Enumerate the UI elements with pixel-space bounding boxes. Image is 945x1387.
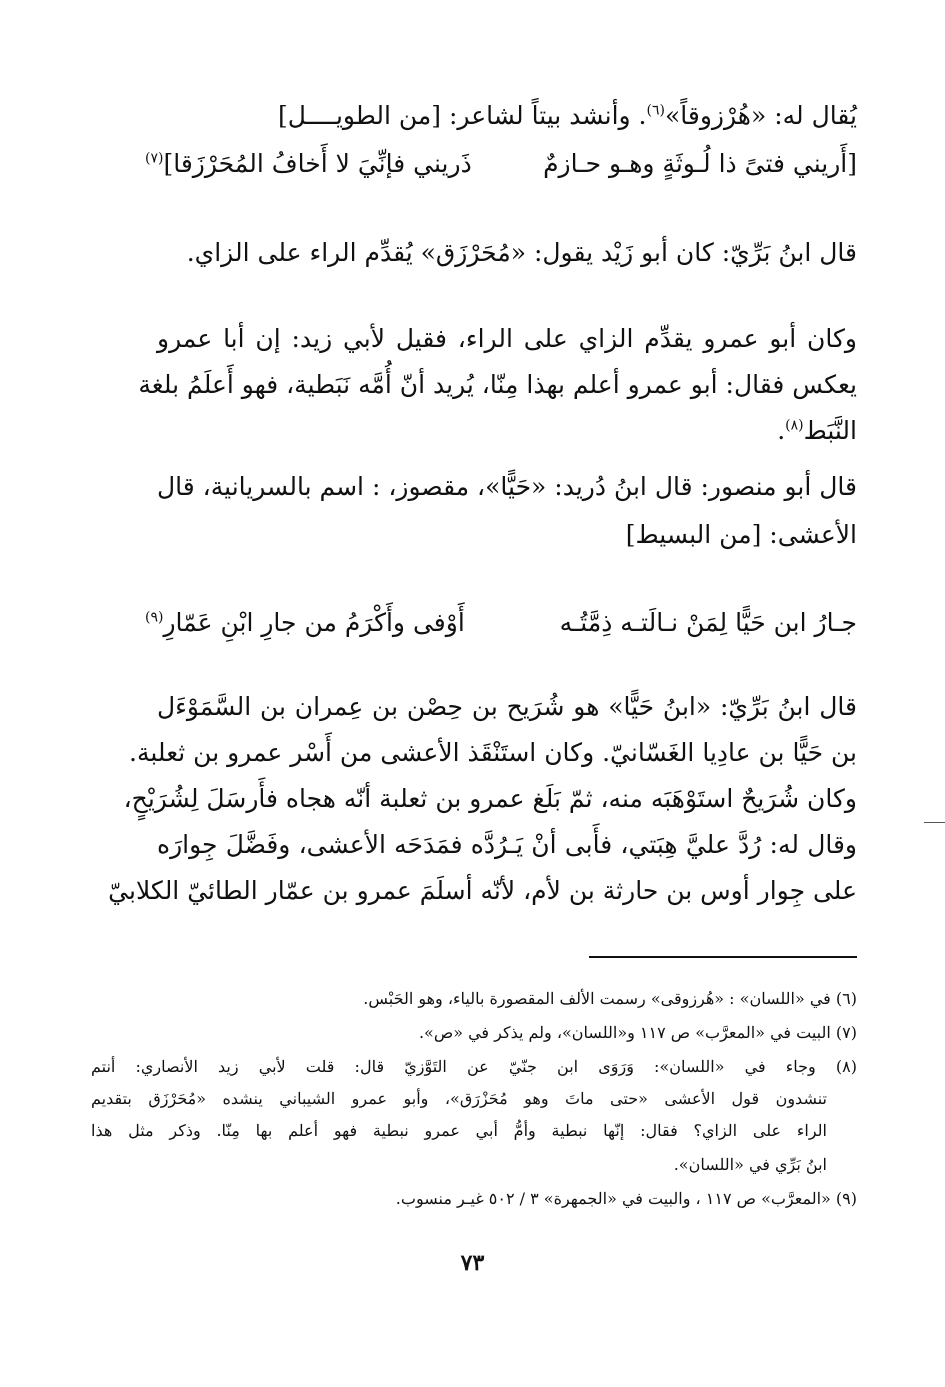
intro-line bbox=[157, 99, 857, 133]
verse-2-second-hemistich-wrap bbox=[145, 603, 465, 643]
paragraph-2-line-1: وكان أبو عمرو يقدِّم الزاي على الراء، فقيل لأبي زيد: إن أبا عمرو bbox=[157, 324, 857, 353]
intro-text-rest: . وأنشد بيتاً لشاعر: [من الطويــــل] bbox=[277, 101, 647, 130]
footnote-9: (٩) «المعرَّب» ص ١١٧ ، والبيت في «الجمهرة» ٣ / ٥٠٢ غيـر منسوب. bbox=[395, 1189, 857, 1208]
footnote-ref-9[interactable]: (٩) bbox=[145, 609, 164, 626]
paragraph-2-line-2: يعكس فقال: أبو عمرو أعلم بهذا مِنّا، يُريد أنّ أُمَّه نَبَطية، فهو أَعلَمُ بلغة bbox=[138, 370, 857, 399]
paragraph-4-line-1: قال ابنُ بَرِّيّ: «ابنُ حَيًّا» هو شُرَيح بن حِصْن بن عِمران بن السَّمَوْءَل bbox=[157, 692, 857, 721]
verse-1-second-hemistich-wrap bbox=[145, 144, 472, 184]
verse-2-first-hemistich: جـارُ ابن حَيًّا لِمَنْ نـالَتـه ذِمَّتُـه bbox=[559, 608, 857, 637]
footnote-7: (٧) البيت في «المعرَّب» ص ١١٧ و«اللسان»، ولم يذكر في «ص». bbox=[418, 1023, 857, 1042]
verse-1 bbox=[145, 144, 857, 184]
paragraph-1: قال ابنُ بَرِّيّ: كان أبو زَيْد يقول: «مُحَرْزَق» يُقدِّم الراء على الزاي. bbox=[186, 238, 857, 267]
footnote-8-line-4: ابنُ بَرِّي في «اللسان». bbox=[673, 1155, 827, 1174]
paragraph-3-line-2: الأعشى: [من البسيط] bbox=[625, 520, 857, 549]
verse-2 bbox=[145, 603, 857, 643]
paragraph-4-line-3: وكان شُرَيحٌ استَوْهَبَه منه، ثمّ بَلَغ عمرو بن ثعلبة أنّه هجاه فأَرسَلَ لِشُرَيْحٍ، bbox=[123, 784, 857, 813]
footnote-ref-8[interactable]: (٨) bbox=[785, 417, 804, 434]
margin-mark bbox=[924, 822, 945, 823]
paragraph-2-end: . bbox=[777, 416, 786, 445]
verse-1-first-hemistich: [أَريني فتىً ذا لُـوثَةٍ وهـو حـازمٌ bbox=[543, 149, 857, 178]
footnote-8-line-1: (٨) وجاء في «اللسان»: وَرَوَى ابن جنّيّ عن التَوَّزيّ قال: قلت لأبي زيد الأنصاري: أنتم bbox=[91, 1057, 857, 1076]
paragraph-4-line-4: وقال له: رُدَّ عليَّ هِبَتي، فأَبى أنْ يَـرُدَّه فمَدَحَه الأعشى، وفَضَّلَ جِوارَه bbox=[157, 830, 857, 859]
paragraph-2-line-3 bbox=[157, 414, 857, 448]
verse-1-second-hemistich: ذَريني فإنِّيَ لا أَخافُ المُحَرْزَقا] bbox=[163, 149, 472, 178]
paragraph-4-line-2: بن حَيًّا بن عادِيا الغَسّانيّ. وكان استَنْقَذ الأعشى من أَسْر عمرو بن ثعلبة. bbox=[129, 738, 857, 767]
footnote-separator bbox=[589, 956, 857, 958]
paragraph-2-last-word: النَّبَط bbox=[803, 416, 857, 445]
footnote-6: (٦) في «اللسان» : «هُرزوقى» رسمت الألف المقصورة بالياء، وهو الحَبْس. bbox=[363, 989, 857, 1008]
footnote-ref-6[interactable]: (٦) bbox=[646, 102, 665, 119]
intro-text: يُقال له: «هُرْزوقاً» bbox=[664, 101, 857, 130]
footnote-8-line-3: الراء على الزاي؟ فقال: إنّها نبطية وأمُّ أبي عمرو نبطية فهو أعلم بها مِنّا. وذكر مثل هذا bbox=[91, 1121, 827, 1140]
footnote-8-line-2: تنشدون قول الأعشى «حتى ماتَ وهو مُحَزْرَق»، وأبو عمرو الشيباني ينشده «مُحَرْزَق بتقديم bbox=[91, 1089, 827, 1108]
paragraph-3-line-1: قال أبو منصور: قال ابنُ دُريد: «حَيًّا»، مقصوز، : اسم بالسريانية، قال bbox=[157, 472, 857, 501]
paragraph-4-line-5: على جِوار أوس بن حارثة بن لأم، لأنّه أسلَمَ عمرو بن عمّار الطائيّ الكلابيّ bbox=[108, 876, 857, 905]
page-number: ٧٣ bbox=[460, 1250, 485, 1276]
verse-2-second-hemistich: أَوْفى وأَكْرَمُ من جارِ ابْنِ عَمّارِ bbox=[163, 608, 465, 637]
footnote-ref-7[interactable]: (٧) bbox=[145, 150, 164, 167]
